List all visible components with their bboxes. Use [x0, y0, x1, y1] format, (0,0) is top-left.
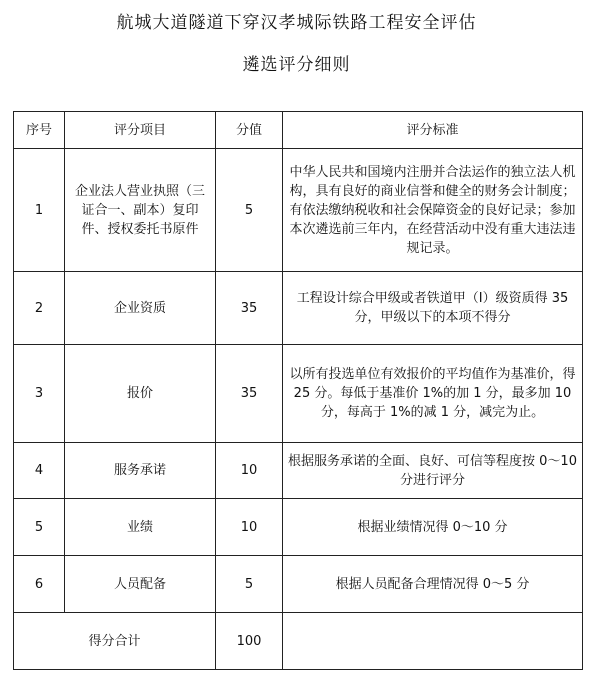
table-row	[14, 272, 583, 345]
row-no: 1	[14, 149, 65, 272]
row-score: 10	[216, 499, 283, 556]
table-row	[14, 556, 583, 613]
row-score: 35	[216, 345, 283, 443]
row-criteria: 根据业绩情况得 0～10 分	[283, 499, 583, 556]
row-item: 业绩	[65, 499, 216, 556]
table-row	[14, 149, 583, 272]
header-criteria: 评分标准	[283, 112, 583, 149]
header-no: 序号	[14, 112, 65, 149]
row-criteria: 以所有投选单位有效报价的平均值作为基准价，得 25 分。每低于基准价 1%的加 1 分，最多加 10 分，每高于 1%的减 1 分，减完为止。	[283, 345, 583, 443]
table-header-row	[14, 112, 583, 149]
row-no: 6	[14, 556, 65, 613]
document-title: 航城大道隧道下穿汉孝城际铁路工程安全评估	[116, 13, 477, 33]
table-row	[14, 443, 583, 499]
row-item: 服务承诺	[65, 443, 216, 499]
table-row	[14, 345, 583, 443]
total-label: 得分合计	[14, 613, 216, 670]
row-score: 5	[216, 556, 283, 613]
row-no: 2	[14, 272, 65, 345]
row-score: 10	[216, 443, 283, 499]
row-criteria: 根据人员配备合理情况得 0～5 分	[283, 556, 583, 613]
header-score: 分值	[216, 112, 283, 149]
row-criteria: 工程设计综合甲级或者铁道甲（I）级资质得 35 分，甲级以下的本项不得分	[283, 272, 583, 345]
row-item: 企业资质	[65, 272, 216, 345]
scoring-table	[13, 111, 583, 670]
row-no: 5	[14, 499, 65, 556]
row-no: 3	[14, 345, 65, 443]
total-row	[14, 613, 583, 670]
table-row	[14, 499, 583, 556]
header-item: 评分项目	[65, 112, 216, 149]
row-score: 5	[216, 149, 283, 272]
row-item: 企业法人营业执照（三证合一、副本）复印件、授权委托书原件	[65, 149, 216, 272]
row-item: 报价	[65, 345, 216, 443]
row-score: 35	[216, 272, 283, 345]
row-criteria: 根据服务承诺的全面、良好、可信等程度按 0～10 分进行评分	[283, 443, 583, 499]
row-item: 人员配备	[65, 556, 216, 613]
total-criteria	[283, 613, 583, 670]
total-score: 100	[216, 613, 283, 670]
row-criteria: 中华人民共和国境内注册并合法运作的独立法人机构，具有良好的商业信誉和健全的财务会计制度；有依法缴纳税收和社会保障资金的良好记录；参加本次遴选前三年内，在经营活动中没有重大违法违规记录。	[283, 149, 583, 272]
document-subtitle: 遴选评分细则	[242, 55, 351, 75]
row-no: 4	[14, 443, 65, 499]
